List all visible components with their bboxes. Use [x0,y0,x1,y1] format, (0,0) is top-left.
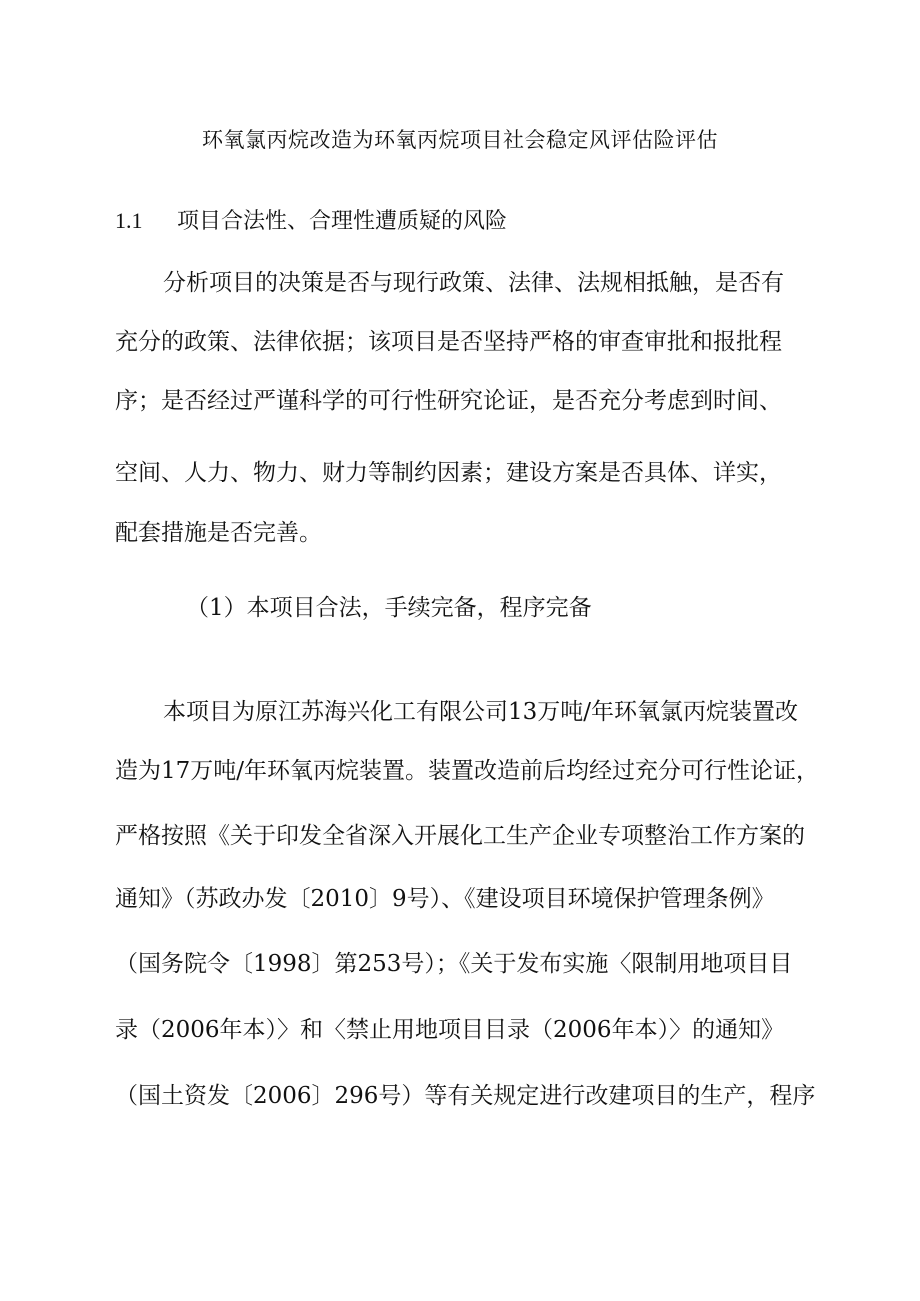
section-title: 项目合法性、合理性遭质疑的风险 [177,209,508,234]
document-title: 环氧氯丙烷改造为环氧丙烷项目社会稳定风评估险评估 [202,128,718,152]
list-item-1: （1）本项目合法，手续完备，程序完备 [186,595,592,621]
paragraph-line: 序；是否经过严谨科学的可行性研究论证，是否充分考虑到时间、 [115,388,782,414]
paragraph-line: 空间、人力、物力、财力等制约因素；建设方案是否具体、详实， [115,460,782,486]
paragraph-line: 分析项目的决策是否与现行政策、法律、法规相抵触，是否有 [163,270,784,296]
paragraph-line: 造为17万吨/年环氧丙烷装置。装置改造前后均经过充分可行性论证， [115,758,820,784]
paragraph-line: 充分的政策、法律依据；该项目是否坚持严格的审查审批和报批程 [115,329,782,355]
paragraph-line: 配套措施是否完善。 [115,520,322,546]
section-number: 1.1 [115,208,143,233]
section-heading [115,203,507,240]
paragraph-line: 严格按照《关于印发全省深入开展化工生产企业专项整治工作方案的 [115,823,805,849]
paragraph-line: 通知》（苏政办发〔2010〕9号）、《建设项目环境保护管理条例》 [115,886,775,912]
paragraph-line: 本项目为原江苏海兴化工有限公司13万吨/年环氧氯丙烷装置改 [163,699,799,725]
paragraph-line: （国务院令〔1998〕第253号）；《关于发布实施〈限制用地项目目 [115,951,793,977]
paragraph-line: 录（2006年本）〉和〈禁止用地项目目录（2006年本）〉的通知》 [115,1017,785,1043]
paragraph-line: （国土资发〔2006〕296号）等有关规定进行改建项目的生产，程序 [115,1083,816,1109]
